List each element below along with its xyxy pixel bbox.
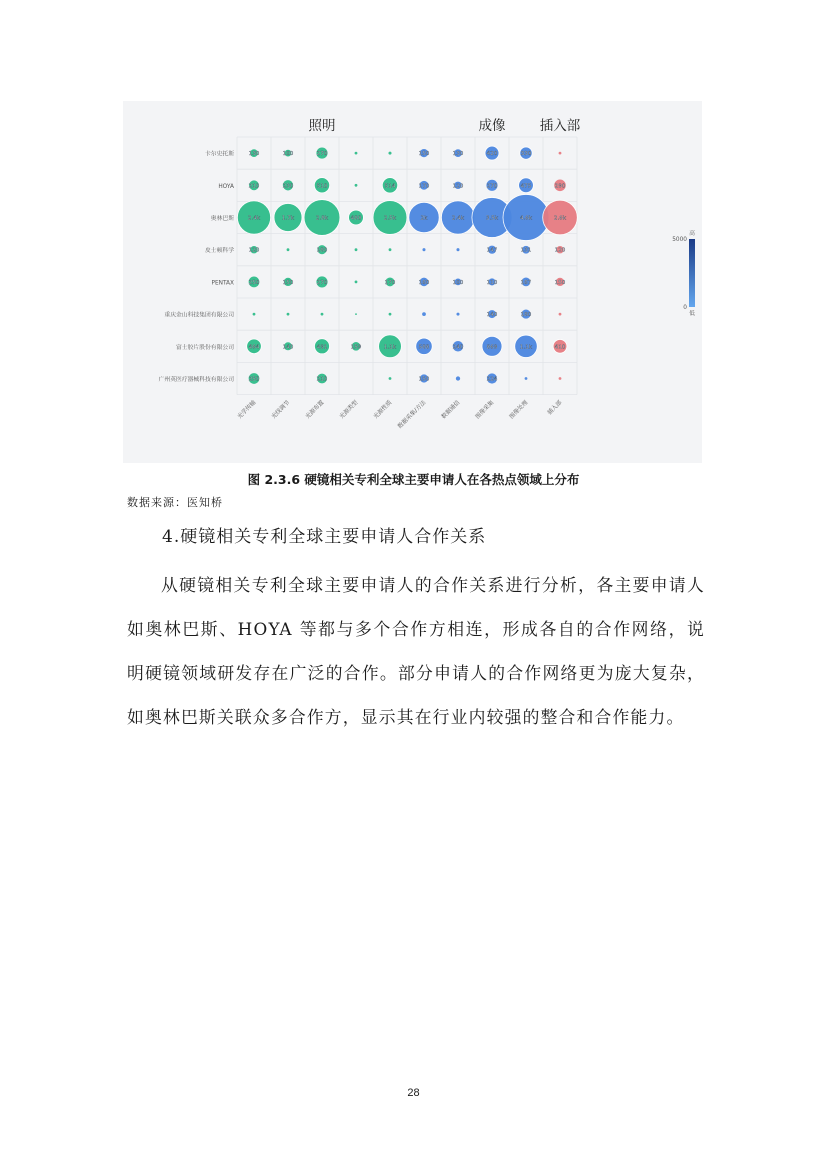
bubble-mark — [355, 152, 358, 155]
bubble-value-label: 270 — [486, 183, 498, 190]
bubble-value-label: 514 — [384, 183, 396, 190]
bubble-value-label: 250 — [248, 376, 260, 383]
bubble-value-label: 120 — [248, 247, 260, 254]
bubble-value-label: 167 — [520, 279, 532, 286]
bubble-value-label: 100 — [452, 279, 464, 286]
bubble-value-label: 290 — [554, 183, 566, 190]
bubble-value-label: 2.6k — [553, 215, 567, 222]
data-source-note: 数据来源：医知桥 — [127, 496, 223, 509]
bubble-mark — [389, 377, 392, 380]
bubble-mark — [355, 184, 358, 187]
bubble-value-label: 480 — [350, 215, 362, 222]
bubble-value-label: 2.5k — [383, 215, 397, 222]
bubble-value-label: 150 — [418, 151, 430, 158]
bubble-mark — [422, 312, 426, 316]
bubble-value-label: 131 — [520, 247, 532, 254]
bubble-value-label: 160 — [418, 279, 430, 286]
legend-min-label: 0 — [683, 305, 687, 311]
bubble-value-label: 150 — [282, 279, 294, 286]
bubble-value-label: 1.7k — [281, 215, 295, 222]
row-label: 卡尔史托斯 — [205, 151, 234, 158]
bubble-value-label: 170 — [418, 183, 430, 190]
body-paragraph: 从硬镜相关专利全球主要申请人的合作关系进行分析，各主要申请人如奥林巴斯、HOYA 等都与多个合作方相连，形成各自的合作网络，说明硬镜领域研发存在广泛的合作。部分申请人的合作网络更为庞大复杂，如奥林巴斯关联众多合作方，显示其在行业内较强的整合和合作能力。 — [127, 575, 705, 727]
bubble-mark — [389, 313, 392, 316]
bubble-value-label: 147 — [486, 247, 498, 254]
bubble-mark — [253, 313, 256, 316]
bubble-mark — [559, 313, 562, 316]
bubble-mark — [559, 377, 562, 380]
bubble-value-label: 210 — [316, 376, 328, 383]
page-number: 28 — [407, 1087, 420, 1099]
row-label: 皮士顿科学 — [205, 248, 234, 255]
group-label: 照明 — [308, 118, 336, 134]
bubble-chart-figure — [123, 101, 702, 463]
bubble-mark — [355, 281, 358, 284]
bubble-mark — [456, 376, 460, 380]
column-label: 插入部 — [546, 399, 564, 417]
bubble-value-label: 869 — [486, 344, 498, 351]
bubble-value-label: 240 — [452, 344, 464, 351]
bubble-mark — [321, 313, 324, 316]
bubble-value-label: 491 — [316, 344, 328, 351]
column-label: 光源布置 — [304, 399, 326, 421]
bubble-value-label: 510 — [316, 183, 328, 190]
column-label: 光源性质 — [372, 399, 394, 421]
bubble-value-label: 1.1k — [383, 344, 397, 351]
bubble-mark — [422, 248, 425, 251]
bubble-value-label: 270 — [316, 151, 328, 158]
bubble-value-label: 4.6k — [519, 215, 533, 222]
bubble-value-label: 180 — [520, 312, 532, 319]
column-label: 光源类型 — [338, 399, 360, 421]
bubble-value-label: 159 — [350, 344, 362, 351]
bubble-value-label: 588 — [418, 344, 430, 351]
row-label: 富士胶片股份有限公司 — [176, 344, 234, 351]
bubble-mark — [559, 152, 562, 155]
bubble-value-label: 475 — [520, 183, 532, 190]
section-heading: 4.硬镜相关专利全球主要申请人合作关系 — [162, 527, 487, 547]
bubble-value-label: 230 — [282, 183, 294, 190]
bubble-value-label: 270 — [316, 279, 328, 286]
bubble-value-label: 330 — [520, 151, 532, 158]
bubble-value-label: 130 — [452, 151, 464, 158]
column-label: 数据通信 — [440, 399, 462, 421]
bubble-value-label: 2.4k — [451, 215, 465, 222]
bubble-value-label: 120 — [452, 183, 464, 190]
bubble-value-label: 2k — [420, 215, 428, 222]
legend-high-label: 高 — [689, 231, 695, 237]
row-label: PENTAX — [211, 280, 234, 287]
column-label: 数据采集/方法 — [397, 399, 428, 431]
bubble-value-label: 410 — [554, 344, 566, 351]
bubble-mark — [287, 313, 290, 316]
bubble-mark — [287, 248, 290, 251]
bubble-chart — [123, 101, 702, 463]
bubble-value-label: 464 — [248, 344, 260, 351]
row-label: 奥林巴斯 — [210, 216, 234, 222]
bubble-value-label: 120 — [554, 247, 566, 254]
row-label: 重庆金山科技集团有限公司 — [164, 312, 234, 319]
row-label: 广州英医疗器械科技有限公司 — [158, 377, 234, 383]
bubble-value-label: 2.8k — [315, 215, 329, 222]
bubble-value-label: 2.4k — [247, 215, 261, 222]
group-label: 插入部 — [539, 118, 581, 134]
bubble-value-label: 180 — [316, 247, 328, 254]
column-label: 光线调节 — [270, 399, 292, 421]
figure-caption: 图 2.3.6 硬镜相关专利全球主要申请人在各热点领域上分布 — [247, 472, 580, 487]
bubble-mark — [389, 248, 392, 251]
column-label: 光学传输 — [236, 399, 258, 421]
bubble-mark — [355, 248, 358, 251]
legend-max-label: 5000 — [672, 237, 687, 243]
legend-color-bar — [689, 239, 695, 307]
bubble-value-label: 150 — [418, 376, 430, 383]
bubble-value-label: 140 — [486, 312, 498, 319]
bubble-mark — [525, 377, 528, 380]
bubble-mark — [456, 248, 459, 251]
bubble-value-label: 130 — [248, 151, 260, 158]
bubble-value-label: 250 — [248, 279, 260, 286]
bubble-value-label: 224 — [486, 376, 498, 383]
column-label: 图像处理 — [508, 399, 530, 421]
bubble-value-label: 210 — [248, 183, 260, 190]
bubble-value-label: 1.1k — [519, 344, 533, 351]
bubble-value-label: 110 — [486, 279, 498, 286]
bubble-value-label: 3.5k — [485, 215, 499, 222]
bubble-value-label: 420 — [486, 151, 498, 158]
legend-low-label: 低 — [689, 311, 695, 317]
bubble-value-label: 100 — [282, 151, 294, 158]
bubble-mark — [456, 313, 459, 316]
bubble-mark — [388, 152, 391, 155]
group-label: 成像 — [478, 118, 506, 134]
bubble-value-label: 170 — [384, 279, 396, 286]
row-label: HOYA — [218, 183, 234, 190]
bubble-value-label: 150 — [554, 279, 566, 286]
column-label: 图像采集 — [474, 399, 496, 421]
bubble-value-label: 140 — [282, 344, 294, 351]
bubble-mark — [355, 313, 357, 315]
